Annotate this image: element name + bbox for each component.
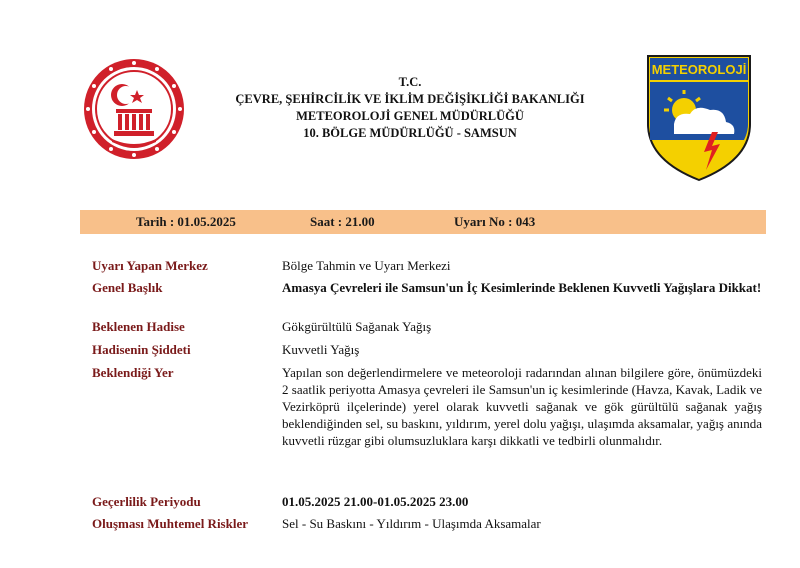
warning-number: Uyarı No : 043	[454, 214, 536, 229]
field-value: Amasya Çevreleri ile Samsun'un İç Kesimlerinde Beklenen Kuvvetli Yağışlara Dikkat!	[282, 280, 762, 295]
field-value: Gökgürültülü Sağanak Yağış	[282, 319, 432, 334]
meteorology-shield-icon	[644, 52, 754, 182]
warning-info-bar	[80, 210, 766, 234]
header-line-ministry: ÇEVRE, ŞEHİRCİLİK VE İKLİM DEĞİŞİKLİĞİ BAKANLIĞI	[235, 92, 585, 106]
header-line-region: 10. BÖLGE MÜDÜRLÜĞÜ - SAMSUN	[303, 126, 517, 140]
field-value: Kuvvetli Yağış	[282, 342, 360, 357]
field-label: Geçerlilik Periyodu	[92, 494, 201, 509]
field-label: Beklenen Hadise	[92, 319, 185, 334]
field-label: Oluşması Muhtemel Riskler	[92, 516, 248, 531]
field-label: Beklendiği Yer	[92, 365, 174, 380]
warning-date: Tarih : 01.05.2025	[136, 214, 236, 229]
field-value: 01.05.2025 21.00-01.05.2025 23.00	[282, 494, 469, 509]
field-label: Hadisenin Şiddeti	[92, 342, 191, 357]
field-value: Sel - Su Baskını - Yıldırım - Ulaşımda Aksamalar	[282, 516, 541, 531]
field-value: Bölge Tahmin ve Uyarı Merkezi	[282, 258, 451, 273]
header-line-directorate: METEOROLOJİ GENEL MÜDÜRLÜĞÜ	[296, 109, 524, 123]
field-label: Genel Başlık	[92, 280, 163, 295]
meteorology-logo-text: METEOROLOJİ	[651, 62, 747, 77]
field-value: Yapılan son değerlendirmelere ve meteoroloji radarından alınan bilgilere göre, önümüzdeki 2 saatlik periyotta Amasya çevreleri ile Samsun'un iç kesimlerinde (Havza, Kavak, Ladik ve Vezirköprü ilçelerinde) yerel olarak kuvvetli sağanak ve gök gürültülü sağanak yağış beklendiğinden sel, su baskını, yıldırım, yerel dolu yağışı, ulaşımda aksamalar, yağış anında kuvvetli rüzgar gibi olumsuzluklara karşı dikkatli ve tedbirli olunmalıdır.	[282, 365, 762, 448]
header-line-tc: T.C.	[398, 75, 422, 89]
ministry-seal-icon	[82, 57, 186, 161]
header-title-block	[200, 74, 620, 142]
field-label: Uyarı Yapan Merkez	[92, 258, 208, 273]
warning-time: Saat : 21.00	[310, 214, 375, 229]
